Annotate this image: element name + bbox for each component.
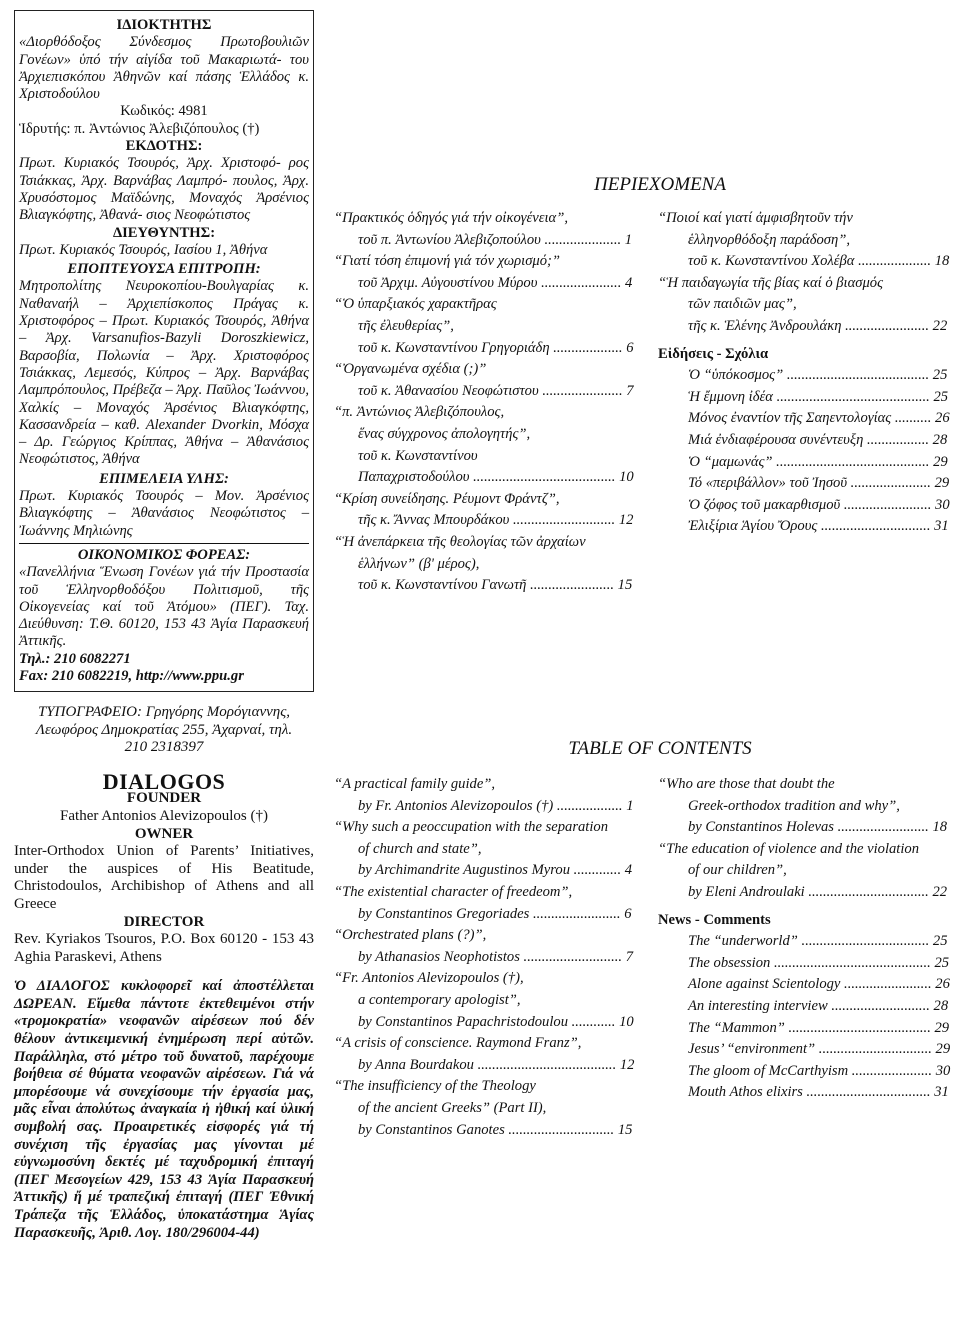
toc-entry <box>334 796 634 818</box>
toc-entry-text: Μόνος ἐναντίον τῆς Σαηεντολογίας <box>688 410 892 427</box>
toc-entry-text: τοῦ κ. Ἀθανασίου Νεοφώτιστου <box>358 382 539 399</box>
toc-entry <box>334 446 634 468</box>
toc-entry-text: by Constantinos Ganotes <box>358 1121 505 1138</box>
dialogos-owner-heading: OWNER <box>134 825 194 842</box>
toc-leader-dots: ....................... <box>526 577 618 594</box>
toc-leader-dots: ............................ <box>509 512 619 529</box>
toc-entry <box>658 294 950 316</box>
toc-entry <box>334 1076 634 1098</box>
toc-entry-text: τῆς κ. Ἄννας Μπουρδάκου <box>358 512 510 529</box>
toc-english-col1 <box>334 774 634 1141</box>
toc-entry-text: τοῦ π. Ἀντωνίου Ἀλεβιζοπούλου <box>358 231 541 248</box>
toc-leader-dots: ...................... <box>847 475 935 492</box>
toc-entry-text: of church and state”, <box>358 840 482 857</box>
code-line: Κωδικός: 4981 <box>120 103 208 120</box>
dialogos-title: DIALOGOS <box>102 769 226 795</box>
toc-entry <box>334 968 634 990</box>
notice-text: Ὁ ΔΙΑΛΟΓΟΣ κυκλοφορεῖ καί ἀποστέλλεται ΔΩΡΕΑΝ. Εἴμεθα πάντοτε ἐκτεθειμένοι στήν «τρομοκρατία» νεοφανῶν αἱρέσεων πού δέν θέλουν ἀντικειμενική ἐνημέρωση περί αὐτῶν. Παράλληλα, στό μέτρο τοῦ δυνατοῦ, παρέχουμε βοήθεια σέ θύματα νεοφανῶν αἱρέσεων. Γιά νά μπορέσουμε νά συνεχίσουμε τήν ἐργασία μας, μᾶς εἶναι ἀπολύτως ἀναγκαία ἡ ἠθική καί ὑλική συμβολή σας. Προαιρετικές εἰσφορές γιά τή συνέχιση τῆς ἐργασίας μας γίνονται μέ εὐγνωμοσύνη δεκτές μέ ταχυδρομική ἐπιταγή (ΠΕΓ Μεσογείων 429, 153 43 Ἁγία Παρασκευή Ἀττικῆς) ἤ μέ τραπεζική ἐπιταγή (ΠΕΓ Ἐθνική Τράπεζα τῆς Ἑλλάδος, ὑποκατάστημα Ἁγίας Παρασκευῆς, Ἀριθ. Λογ. 180/296004-44) <box>14 978 314 1241</box>
toc-entry <box>658 796 950 818</box>
dialogos-founder-name: Father Antonios Alevizopoulos (†) <box>60 807 268 824</box>
toc-news-heading: Εἰδήσεις - Σχόλια <box>658 345 769 362</box>
toc-news-heading: News - Comments <box>658 911 771 928</box>
owner-heading: ΙΔΙΟΚΤΗΤΗΣ <box>116 17 212 33</box>
toc-entry <box>334 294 634 316</box>
toc-entry-text: “A crisis of conscience. Raymond Franz”, <box>334 1035 582 1052</box>
toc-page-number: 28 <box>933 997 949 1014</box>
toc-entry-text: by Athanasios Neophotistos <box>358 948 520 965</box>
toc-entry-text: τοῦ κ. Κωνσταντίνου <box>358 447 478 464</box>
toc-greek-col1 <box>334 208 634 597</box>
toc-entry <box>334 882 634 904</box>
toc-entry <box>334 532 634 554</box>
toc-english-col2 <box>658 774 950 1104</box>
toc-entry <box>658 860 950 882</box>
dialogos-director-heading: DIRECTOR <box>123 913 205 930</box>
publisher-text: Πρωτ. Κυριακός Τσουρός, Ἀρχ. Χριστοφό- ρος Τσιάκκας, Ἀρχ. Βαρνάβας Λαμπρό- πουλος, Ἀρχ. Χρυσόστομος Μαϊδώνης, Μοναχός Ἀρσένιος Βλιαγκόφτης, Ἀθανά- σιος Νεοφώτιστος <box>19 155 309 224</box>
founder-line: Ἱδρυτής: π. Ἀντώνιος Ἀλεβιζόπουλος (†) <box>19 120 260 137</box>
toc-leader-dots: ....................................... <box>783 367 933 384</box>
toc-entry-text: τοῦ κ. Κωνσταντίνου Χολέβα <box>688 253 855 270</box>
toc-entry <box>658 953 950 975</box>
toc-entry <box>334 424 634 446</box>
toc-entry-text: τοῦ Ἀρχιμ. Αὐγουστίνου Μύρου <box>358 274 538 291</box>
toc-leader-dots: .......... <box>891 410 936 427</box>
toc-page-number: 31 <box>934 1084 949 1101</box>
toc-entry <box>658 452 950 474</box>
toc-entry-text: by Constantinos Holevas <box>688 819 834 836</box>
toc-entry <box>658 430 950 452</box>
toc-leader-dots: .............................. <box>817 518 935 535</box>
dialogos-founder-heading: FOUNDER <box>126 790 202 807</box>
toc-entry <box>658 516 950 538</box>
toc-leader-dots: ....................... <box>841 317 933 334</box>
toc-page-number: 7 <box>626 382 634 399</box>
toc-entry <box>658 996 950 1018</box>
director-heading: ΔΙΕΥΘΥΝΤΗΣ: <box>112 224 216 241</box>
toc-entry-text: “A practical family guide”, <box>334 776 496 792</box>
toc-leader-dots: ........................ <box>840 976 936 993</box>
toc-entry <box>658 1018 950 1040</box>
toc-entry <box>334 359 634 381</box>
toc-leader-dots: ................................. <box>804 883 933 900</box>
masthead-box <box>14 10 314 692</box>
toc-entry <box>658 931 950 953</box>
toc-page-number: 25 <box>934 954 950 971</box>
toc-entry-text: of the ancient Greeks” (Part II), <box>358 1099 547 1116</box>
toc-entry-text: Mouth Athos elixirs <box>688 1084 803 1101</box>
toc-entry <box>658 1039 950 1061</box>
toc-page-number: 28 <box>932 431 948 448</box>
toc-leader-dots: .................................. <box>802 1084 935 1101</box>
toc-entry-text: Ἐλιξίρια Ἁγίου Ὄρους <box>688 518 818 535</box>
toc-entry <box>334 402 634 424</box>
toc-leader-dots: .......................................... <box>772 453 934 470</box>
toc-entry <box>334 489 634 511</box>
toc-entry <box>334 467 634 489</box>
toc-entry-text: “Ποιοί καί γιατί ἀμφισβητοῦν τήν <box>658 210 853 226</box>
toc-entry <box>334 990 634 1012</box>
toc-page-number: 6 <box>626 339 634 356</box>
toc-entry-text: “Κρίση συνείδησης. Ρέυμοντ Φράντζ”, <box>334 490 560 507</box>
toc-entry-text: Ὁ “ὑπόκοσμος” <box>688 367 784 384</box>
toc-entry <box>334 1055 634 1077</box>
toc-leader-dots: ............................... <box>815 1041 936 1058</box>
toc-page-number: 4 <box>624 862 633 879</box>
toc-entry-text: “The existential character of freedeom”, <box>334 883 573 900</box>
toc-entry-text: ἑλλήνων” (β' μέρος), <box>358 555 480 572</box>
toc-entry <box>334 1012 634 1034</box>
toc-leader-dots: ....................................... <box>469 469 620 486</box>
divider <box>19 543 309 544</box>
toc-entry-text: Τό «περιβάλλον» τοῦ Ἰησοῦ <box>688 475 848 492</box>
toc-leader-dots: .................... <box>854 253 935 270</box>
toc-entry <box>334 273 634 295</box>
toc-entry <box>334 839 634 861</box>
toc-leader-dots: .................. <box>553 797 627 814</box>
toc-entry <box>658 230 950 252</box>
toc-leader-dots: ........................... <box>827 997 934 1014</box>
toc-leader-dots: ........................ <box>529 905 625 922</box>
toc-entry-text: by Constantinos Papachristodoulou <box>358 1013 568 1030</box>
editing-heading: ΕΠΙΜΕΛΕΙΑ ΥΛΗΣ: <box>99 470 229 487</box>
toc-entry-text: “The insufficiency of the Theology <box>334 1078 536 1095</box>
dialogos-owner-text: Inter-Orthodox Union of Parents’ Initiatives, under the auspices of His Beatitude, Christodoulos, Archibishop of Athens and all Greece <box>14 843 314 912</box>
toc-page-number: 29 <box>934 1019 950 1036</box>
publisher-heading: ΕΚΔΟΤΗΣ: <box>125 138 203 155</box>
toc-entry-text: An interesting interview <box>688 997 828 1014</box>
toc-entry <box>334 1098 634 1120</box>
toc-page-number: 29 <box>935 1041 951 1058</box>
toc-entry-text: Greek-orthodox tradition and why”, <box>688 797 900 814</box>
toc-page-number: 26 <box>935 976 950 993</box>
toc-page-number: 29 <box>933 453 948 470</box>
toc-page-number: 26 <box>935 410 950 427</box>
toc-entry <box>658 774 950 796</box>
toc-leader-dots: ...................... <box>537 274 625 291</box>
toc-entry-text: The obsession <box>688 954 771 971</box>
toc-entry-text: “The education of violence and the violation <box>658 840 920 857</box>
toc-entry <box>658 365 950 387</box>
toc-page-number: 10 <box>619 469 634 486</box>
toc-entry-text: The “underworld” <box>688 933 798 950</box>
toc-leader-dots: ..................... <box>540 231 625 248</box>
toc-entry-text: The gloom of McCarthyism <box>688 1062 849 1079</box>
toc-leader-dots: ............. <box>570 862 625 879</box>
toc-entry-text: “Γιατί τόση ἐπιμονή γιά τόν χωρισμό;” <box>334 253 560 270</box>
toc-entry <box>658 1061 950 1083</box>
owner-text: «Διορθόδοξος Σύνδεσμος Πρωτοβουλιῶν Γονέων» ὑπό τήν αἰγίδα τοῦ Μακαριωτά- του Ἀρχιεπισκόπου Ἀθηνῶν καί πάσης Ἑλλάδος κ. Χριστοδούλου <box>19 34 309 103</box>
toc-entry <box>334 860 634 882</box>
toc-leader-dots: ....................................... <box>784 1019 935 1036</box>
toc-entry <box>334 925 634 947</box>
toc-entry <box>658 251 950 273</box>
toc-entry <box>658 408 950 430</box>
toc-entry-text: τῆς κ. Ἑλένης Ἀνδρουλάκη <box>688 317 842 334</box>
masthead-column <box>14 10 314 1242</box>
toc-entry-text: Jesus’ “environment” <box>688 1041 816 1058</box>
toc-entry-text: “Πρακτικός ὁδηγός γιά τήν οἰκογένεια”, <box>334 210 568 226</box>
toc-page-number: 4 <box>625 274 633 291</box>
toc-entry-text: Παπαχριστοδούλου <box>358 469 470 486</box>
toc-page-number: 30 <box>935 1062 951 1079</box>
dialogos-director-text: Rev. Kyriakos Tsouros, P.O. Box 60120 - 153 43 Aghia Paraskevi, Athens <box>14 931 314 965</box>
toc-entry <box>658 974 950 996</box>
toc-entry <box>658 316 950 338</box>
toc-entry <box>334 904 634 926</box>
toc-page-number: 6 <box>624 905 632 922</box>
toc-page-number: 22 <box>932 883 948 900</box>
toc-leader-dots: ...................................... <box>473 1056 620 1073</box>
toc-entry <box>334 554 634 576</box>
committee-heading: ΕΠΟΠΤΕΥΟΥΣΑ ΕΠΙΤΡΟΠΗ: <box>67 261 261 278</box>
toc-entry <box>658 495 950 517</box>
toc-leader-dots: ................. <box>863 431 933 448</box>
toc-page-number: 15 <box>617 1121 633 1138</box>
toc-leader-dots: ........................................... <box>770 954 935 971</box>
toc-entry <box>658 817 950 839</box>
toc-leader-dots: ................................... <box>797 933 933 950</box>
editing-text: Πρωτ. Κυριακός Τσουρός – Μον. Ἀρσένιος Βλιαγκόφτης – Ἀθανάσιος Νεοφώτιστος – Ἰωάννης Μηλιώνης <box>19 488 309 539</box>
phone-line: Τηλ.: 210 6082271 <box>19 650 131 667</box>
toc-page-number: 15 <box>617 577 633 594</box>
funder-text: «Πανελλήνια Ἕνωση Γονέων γιά τήν Προστασία τοῦ Ἑλληνορθοδόξου Πολιτισμοῦ, τῆς Οἰκογενείας καί τοῦ Ἀτόμου» (ΠΕΓ). Ταχ. Διεύθυνση: Τ.Θ. 60120, 153 43 Ἁγία Παρασκευή Ἀττικῆς. <box>19 564 309 650</box>
toc-entry <box>334 1033 634 1055</box>
toc-leader-dots: ...................... <box>848 1062 936 1079</box>
toc-entry-text: τῆς ἐλευθερίας”, <box>358 317 454 334</box>
toc-page-number: 18 <box>932 819 948 836</box>
toc-entry-text: Ἡ ἔμμονη ἰδέα <box>688 388 773 405</box>
toc-entry <box>658 1082 950 1104</box>
toc-page-number: 12 <box>619 1056 635 1073</box>
toc-page-number: 7 <box>625 948 634 965</box>
director-text: Πρωτ. Κυριακός Τσουρός, Ιασίου 1, Ἀθήνα <box>19 241 268 258</box>
toc-page-number: 10 <box>619 1013 634 1030</box>
toc-entry <box>334 230 634 252</box>
toc-page-number: 25 <box>932 933 948 950</box>
funder-heading: ΟΙΚΟΝΟΜΙΚΟΣ ΦΟΡΕΑΣ: <box>77 546 251 563</box>
toc-entry <box>334 774 634 796</box>
toc-page-number: 18 <box>934 253 950 270</box>
toc-entry-text: Alone against Scientology <box>688 976 841 993</box>
committee-text: Μητροπολίτης Νευροκοπίου-Βουλγαρίας κ. Ναθαναήλ – Ἀρχιεπίσκοπος Πράγας κ. Χριστοφόρος – Πρωτ. Κυριακός Τσουρός, Ἀθήνα – Ἀρχ. Varsanufios-Bazyli Doroszkiewicz, Βαρσοβία, Πολωνία – Ἀρχ. Χριστοφόρος Τσιάκκας, Λεμεσός, Κύπρος – Ἀρχ. Βαρνάβας Λαμπρόπουλος, Πρέβεζα – Ἀρχ. Παῦλος Ἰωάννου, Χαλκίς – Μοναχός Ἀρσένιος Βλιαγκόφτης, Κασσανδρεία – καθ. Alexander Dvorkin, Μόσχα – Δρ. Γεώργιος Κρίππας, Ἀθήνα – Ἀθανάσιος Νεοφώτιστος, Ἀθήνα <box>19 278 309 468</box>
toc-entry <box>334 316 634 338</box>
toc-entry <box>658 208 950 230</box>
printer-info: ΤΥΠΟΓΡΑΦΕΙΟ: Γρηγόρης Μορόγιαννης, Λεωφόρος Δημοκρατίας 255, Ἀχαρναί, τηλ. 210 2318397 <box>35 704 293 756</box>
toc-entry-text: τοῦ κ. Κωνσταντίνου Γανωτῆ <box>358 577 527 594</box>
toc-page-number: 29 <box>934 475 950 492</box>
toc-entry <box>334 208 634 230</box>
toc-entry <box>334 575 634 597</box>
toc-entry <box>658 882 950 904</box>
toc-entry-text: “Fr. Antonios Alevizopoulos (†), <box>334 970 524 987</box>
toc-english-title: TABLE OF CONTENTS <box>568 738 752 759</box>
toc-entry-text: Ὁ ζόφος τοῦ μακαρθισμοῦ <box>688 496 841 513</box>
toc-entry-text: “Ἡ παιδαγωγία τῆς βίας καί ὁ βιασμός <box>658 274 883 291</box>
toc-entry-text: “Who are those that doubt the <box>658 776 835 792</box>
toc-entry-text: “π. Ἀντώνιος Ἀλεβιζόπουλος, <box>334 404 505 421</box>
toc-entry-text: by Archimandrite Augustinos Myrou <box>358 862 571 879</box>
toc-page-number: 30 <box>935 496 950 513</box>
toc-leader-dots: ............ <box>568 1013 620 1030</box>
toc-entry <box>334 510 634 532</box>
toc-leader-dots: ........................... <box>519 948 626 965</box>
toc-page-number: 22 <box>932 317 948 334</box>
toc-page-number: 25 <box>933 388 949 405</box>
toc-entry <box>334 817 634 839</box>
toc-entry-text: a contemporary apologist”, <box>358 991 521 1008</box>
toc-page-number: 1 <box>624 231 633 248</box>
toc-entry-text: τῶν παιδιῶν μας”, <box>688 296 797 313</box>
toc-entry <box>334 381 634 403</box>
toc-entry-text: τοῦ κ. Κωνσταντίνου Γρηγοριάδη <box>358 339 550 356</box>
toc-leader-dots: ......................... <box>833 819 933 836</box>
toc-entry-text: ἕνας σύγχρονος ἀπολογητής”, <box>358 425 531 442</box>
toc-entry-text: “Orchestrated plans (?)”, <box>334 927 487 944</box>
toc-entry-text: ἑλληνορθόδοξη παράδοση”, <box>688 231 851 248</box>
toc-greek-title: ΠΕΡΙΕΧΟΜΕΝΑ <box>594 174 726 195</box>
toc-entry <box>334 338 634 360</box>
toc-page-number: 25 <box>932 367 948 384</box>
toc-leader-dots: ...................... <box>538 382 627 399</box>
toc-entry-text: by Fr. Antonios Alevizopoulos (†) <box>358 797 554 814</box>
toc-page-number: 1 <box>626 797 634 814</box>
toc-entry <box>658 473 950 495</box>
toc-entry-text: “Ὁ ὑπαρξιακός χαρακτῆρας <box>334 296 497 313</box>
toc-leader-dots: ........................ <box>840 496 936 513</box>
toc-entry <box>334 251 634 273</box>
toc-leader-dots: ................... <box>549 339 627 356</box>
toc-entry <box>658 387 950 409</box>
toc-leader-dots: ............................. <box>504 1121 618 1138</box>
toc-entry-text: Μιά ἐνδιαφέρουσα συνέντευξη <box>688 431 864 448</box>
toc-page-number: 31 <box>934 518 949 535</box>
toc-entry <box>658 839 950 861</box>
toc-entry-text: of our children”, <box>688 862 787 879</box>
toc-entry <box>334 1120 634 1142</box>
toc-entry-text: “Ὀργανωμένα σχέδια (;)” <box>334 361 487 378</box>
toc-page-number: 12 <box>618 512 634 529</box>
fax-web-line: Fax: 210 6082219, http://www.ppu.gr <box>19 667 244 684</box>
toc-entry-text: Ὁ “μαμωνάς” <box>688 453 773 470</box>
toc-entry-text: by Anna Bourdakou <box>358 1056 474 1073</box>
toc-entry-text: “Why such a peoccupation with the separation <box>334 819 609 836</box>
toc-entry-text: The “Mammon” <box>688 1019 785 1036</box>
toc-entry <box>658 273 950 295</box>
toc-entry-text: by Constantinos Gregoriades <box>358 905 530 922</box>
toc-entry-text: “Ἡ ἀνεπάρκεια τῆς θεολογίας τῶν ἀρχαίων <box>334 533 586 550</box>
toc-entry <box>334 947 634 969</box>
toc-greek-col2 <box>658 208 950 538</box>
toc-leader-dots: .......................................... <box>772 388 934 405</box>
toc-entry-text: by Eleni Androulaki <box>688 883 805 900</box>
